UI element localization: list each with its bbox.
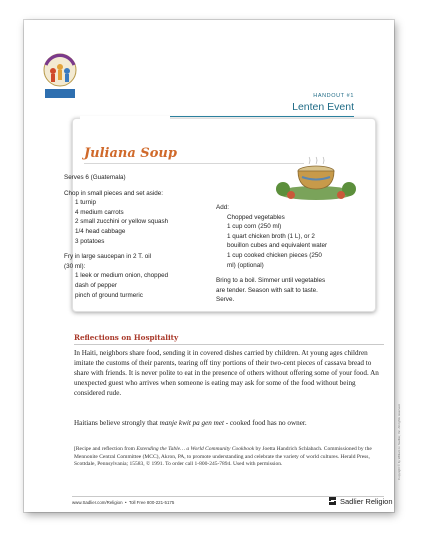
side-copyright-text: Copyright © by William H. Sadlier, Inc. All rights reserved.	[397, 403, 401, 480]
reflections-divider	[74, 344, 384, 345]
chop-item: 2 small zucchini or yellow squash	[75, 218, 169, 226]
recipe-title: Juliana Soup	[84, 146, 177, 161]
footer-contact: www.Sadlier.com/Religion • Toll Free 800-221-5175	[72, 500, 175, 505]
side-copyright	[397, 403, 401, 480]
citation-book: Extending the Table… a World Community Cookbook	[136, 446, 255, 452]
sadlier-icon	[328, 496, 337, 506]
recipe-card-tab	[80, 116, 170, 126]
finish-line: are tender. Season with salt to taste.	[216, 286, 318, 294]
fry-item: pinch of ground turmeric	[75, 291, 143, 299]
fry-item: 1 leek or medium onion, chopped	[75, 272, 169, 280]
event-title: Lenten Event	[292, 101, 354, 113]
fry-item: dash of pepper	[75, 281, 118, 289]
chop-heading: Chop in small pieces and set aside:	[64, 189, 164, 197]
fry-heading-cont: (30 ml):	[64, 262, 86, 270]
fry-heading: Fry in large saucepan in 2 T. oil	[64, 253, 152, 261]
belief-prefix: Haitians believe strongly that	[74, 419, 160, 427]
add-item: Chopped vegetables	[227, 213, 285, 221]
add-item: 1 quart chicken broth (1 L), or 2	[227, 232, 315, 240]
serves-text: Serves 6 (Guatemala)	[64, 174, 126, 181]
add-item: 1 cup corn (250 ml)	[227, 223, 282, 231]
handout-page	[24, 20, 401, 512]
reflections-title: Reflections on Hospitality	[74, 333, 179, 342]
chop-item: 1/4 head cabbage	[75, 227, 126, 235]
add-item: bouillon cubes and equivalent water	[227, 242, 328, 250]
reflections-paragraph: In Haiti, neighbors share food, sending it in covered dishes carried by children. At young ages children imitate the customs of their parents, tearing off tiny portions of their two-cent pieces of cassava bread to share with friends. It is never polite to eat in the presence of others without offering some of your food. An unexpected guest who arrives when someone is eating may ask for some of the food without being considered rude.	[74, 349, 379, 398]
citation	[74, 446, 384, 469]
finish-line: Serve.	[216, 296, 235, 304]
recipe-left-column	[64, 173, 212, 300]
belief-phrase: manje kwit pa gen met	[159, 419, 224, 427]
add-heading: Add:	[216, 204, 229, 211]
footer-phone: Toll Free 800-221-5175	[128, 500, 175, 505]
brand-name: Sadlier Religion	[340, 496, 393, 506]
add-item: ml) (optional)	[227, 261, 264, 269]
belief-suffix: - cooked food has no owner.	[223, 419, 307, 427]
sadlier-religion-logo	[328, 496, 393, 506]
recipe-right-column	[216, 203, 366, 305]
finish-line: Bring to a boil. Simmer until vegetables	[216, 277, 326, 285]
citation-lead: [Recipe and reflection from	[74, 446, 137, 452]
chop-item: 4 medium carrots	[75, 208, 124, 216]
footer-website-link[interactable]: www.Sadlier.com/Religion	[72, 500, 123, 505]
haitian-belief	[74, 418, 384, 428]
soup-pot-illustration	[269, 155, 364, 205]
chop-item: 1 turnip	[75, 199, 97, 207]
chop-item: 3 potatoes	[75, 237, 105, 245]
citation-rest: by Joetta Handrich Schlabach. Commissioned by the Mennonite Central Committee (MCC), Akron, PA, to promote understanding and celebrate the variety of world cultures. Herald Press, Scottdale, Pennsylvania; 15583, © 1991. To order call 1-800-245-7894. Used with permission.	[74, 446, 372, 468]
handout-number: HANDOUT #1	[313, 93, 354, 99]
add-item: 1 cup cooked chicken pieces (250	[227, 251, 322, 259]
gather-in-my-name-logo	[41, 53, 79, 107]
